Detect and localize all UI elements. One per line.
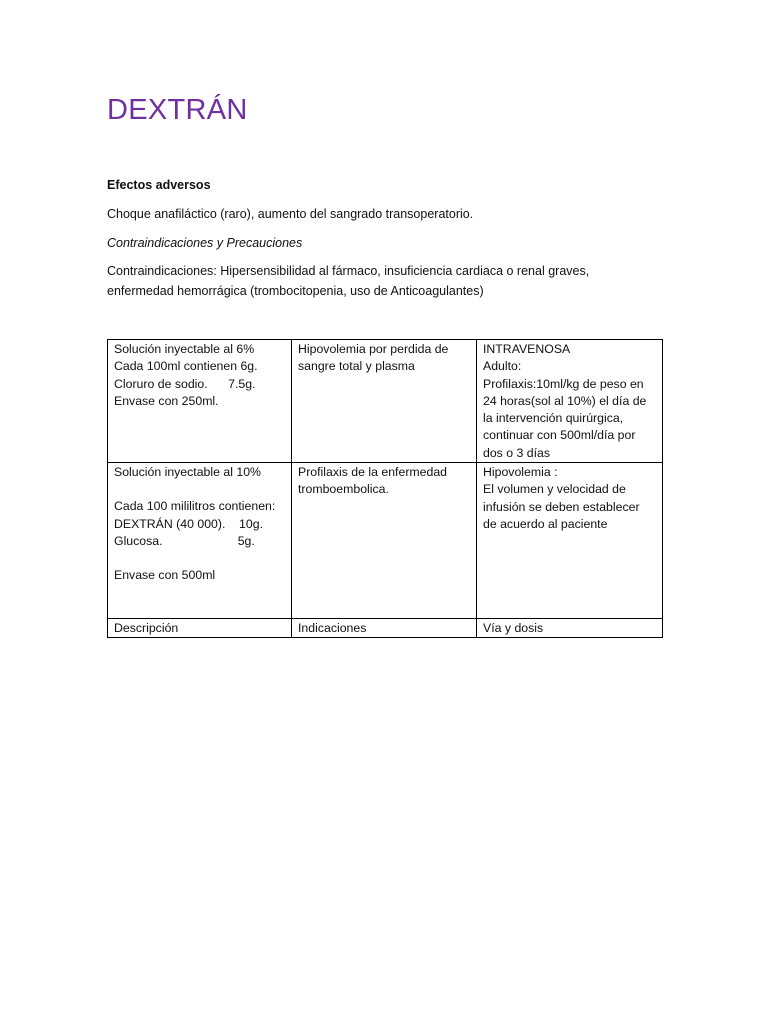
- cell-text: 24 horas(sol al 10%) el día de: [483, 393, 647, 408]
- ind-cell: [292, 340, 477, 463]
- cell-text: Cloruro de sodio. 7.5g.: [114, 376, 256, 391]
- ind-cell: [292, 463, 477, 619]
- spacer: [114, 481, 285, 498]
- contra-line-1: Contraindicaciones: Hipersensibilidad al fármaco, insuficiencia cardiaca o renal graves,: [107, 264, 590, 278]
- cell-text: Cada 100ml contienen 6g.: [114, 359, 258, 374]
- cell-text: Envase con 250ml.: [114, 393, 219, 408]
- cell-text: infusión se deben establecer: [483, 499, 640, 514]
- cell-text: tromboembolica.: [298, 482, 389, 497]
- drug-table: [107, 339, 663, 638]
- document-title: DEXTRÁN: [107, 94, 248, 126]
- contra-line-2: enfermedad hemorrágica (trombocitopenia, uso de Anticoagulantes): [107, 284, 484, 298]
- desc-cell: [108, 463, 292, 619]
- cell-text: la intervención quirúrgica,: [483, 411, 624, 426]
- cell-text: Solución inyectable al 6%: [114, 342, 255, 356]
- cell-text: Profilaxis:10ml/kg de peso en: [483, 376, 644, 391]
- contra-text: [107, 261, 589, 301]
- cell-text: Hipovolemia :: [483, 465, 558, 480]
- cell-text: Cada 100 mililitros contienen:: [114, 499, 276, 514]
- table-header-row: [108, 619, 663, 638]
- cell-text: Profilaxis de la enfermedad: [298, 465, 448, 480]
- table-row: [108, 463, 663, 619]
- efectos-text: Choque anafiláctico (raro), aumento del sangrado transoperatorio.: [107, 207, 474, 221]
- cell-text: continuar con 500ml/día por: [483, 428, 636, 443]
- cell-text: Hipovolemia por perdida de: [298, 342, 449, 356]
- cell-text: sangre total y plasma: [298, 359, 415, 374]
- contra-heading: Contraindicaciones y Precauciones: [107, 236, 303, 250]
- via-cell: [477, 340, 663, 463]
- header-desc: Descripción: [108, 619, 292, 638]
- table-row: [108, 340, 663, 463]
- cell-text: dos o 3 días: [483, 445, 550, 460]
- cell-text: INTRAVENOSA: [483, 342, 571, 356]
- cell-text: de acuerdo al paciente: [483, 516, 608, 531]
- cell-text: DEXTRÁN (40 000). 10g.: [114, 516, 263, 531]
- header-via: Vía y dosis: [477, 619, 663, 638]
- cell-text: Envase con 500ml: [114, 568, 216, 583]
- cell-text: El volumen y velocidad de: [483, 482, 626, 497]
- via-cell: [477, 463, 663, 619]
- cell-text: Adulto:: [483, 359, 522, 374]
- cell-text: Glucosa. 5g.: [114, 533, 255, 548]
- efectos-heading: Efectos adversos: [107, 178, 211, 192]
- cell-text: Solución inyectable al 10%: [114, 465, 261, 480]
- header-ind: Indicaciones: [292, 619, 477, 638]
- desc-cell: [108, 340, 292, 463]
- spacer: [114, 550, 285, 567]
